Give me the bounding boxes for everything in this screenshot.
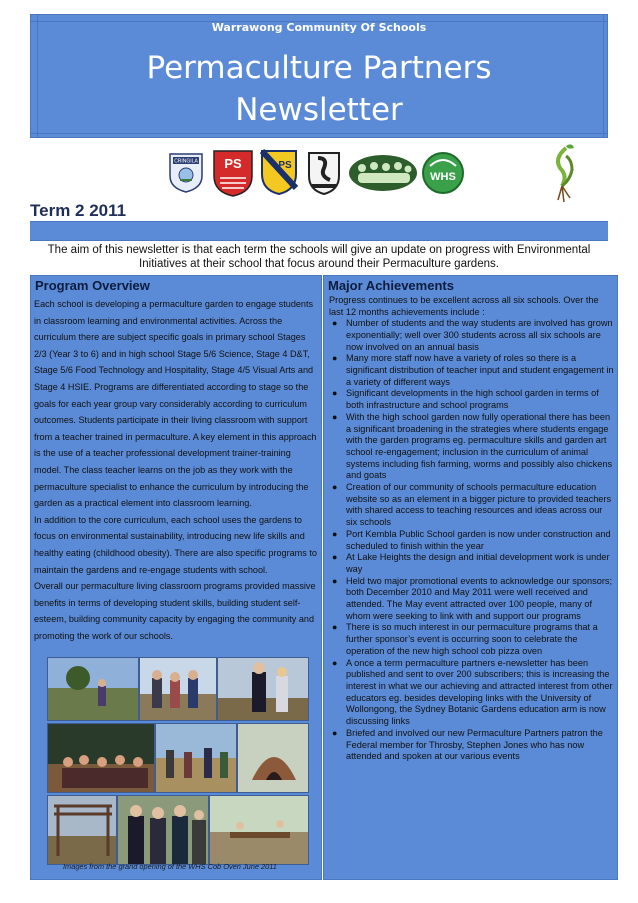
gardeners-logo [348, 154, 418, 192]
bullet-icon: ● [332, 657, 338, 668]
divider-bar [30, 221, 608, 241]
photo-outdoor-gathering [155, 723, 237, 793]
photo-caption: Images from the grand opening of the WHS Cob Oven June 2011 [63, 862, 277, 871]
bullet-icon: ● [332, 353, 338, 364]
photo-officials [117, 795, 209, 865]
photo-visitors [139, 657, 217, 721]
bullet-icon: ● [332, 528, 338, 539]
cringila-logo-text: CRINGILA [174, 158, 198, 165]
photo-garden-table [209, 795, 309, 865]
list-item: ● Significant developments in the high school garden in terms of both infrastructure and school programs [332, 388, 599, 411]
bullet-icon: ● [332, 388, 338, 399]
program-overview-heading: Program Overview [35, 278, 150, 293]
overview-paragraph: Each school is developing a permaculture garden to engage students in classroom learning and environmental activities. Across the curriculum there are subject specific goals in primary school Stages 2/3 (Year 3 to 6) and in high school Stage 5/6 Science, Stage 4 D&T, Stage 5/6 Food Technology and Hospitality, Stage 4/5 Visual Arts and Stage 4 HSIE. Programs are differentiated according to stage so the goals for each year group vary considerably according to curriculum outcomes. Students participate in their living classroom with support from a teacher trained in permaculture. A key element in this approach is the use of a teacher professional development trainer-training model. The class teacher learns on the job as they work with the permaculture specialist to enhance the curriculum by introducing the garden as a practical element into classroom learning. [34, 299, 317, 509]
bullet-icon: ● [332, 622, 338, 633]
major-achievements-column [323, 275, 618, 880]
photo-garden-group [47, 657, 139, 721]
overview-paragraph: In addition to the core curriculum, each school uses the gardens to focus on environmental sustainability, introducing new life skills and healthy eating (childhood obesity). There are also specific programs to maintain the gardens and re-engage students with school. [34, 514, 317, 575]
list-item: ● Many more staff now have a variety of roles so there is a significant distribution of teacher input and student engagement in a variety of different ways [332, 353, 614, 387]
list-item: ● Number of students and the way students are involved has grown exponentially; well over 300 students across all six schools are now involved on an annual basis [332, 318, 613, 352]
photo-collage [47, 657, 309, 865]
bullet-icon: ● [332, 552, 338, 563]
list-item: ● Held two major promotional events to acknowledge our sponsors; both December 2010 and May 2011 were well received and attended. The May event attracted over 100 people, many of whom were seeking to link with and support our programs [332, 575, 613, 621]
list-item: ● A once a term permaculture partners e-newsletter has been published and sent to over 200 subscribers; this is increasing the interest in what we our achieving and attracted interest from other educators eg. besides developing links with the University of Wollongong, the Sydney Botanic Gardens education arm is now discussing links [332, 657, 613, 727]
list-item: ● There is so much interest in our permaculture programs that a further sponsor’s event is occurring soon to celebrate the operation of the new high school cob pizza oven [332, 622, 598, 656]
bullet-icon: ● [332, 318, 338, 329]
warrawong-ps-logo [306, 150, 342, 196]
program-overview-body [31, 294, 321, 646]
photo-crowd-under-trees [47, 723, 155, 793]
title-line-2: Newsletter [235, 92, 403, 128]
cringila-logo [168, 150, 204, 194]
photo-pergola [47, 795, 117, 865]
list-item: ● With the high school garden now fully operational there has been a significant broadening in the strategies where students engage with the garden programs eg. permaculture skills and garden art school re-engagement; inclusion in the curriculum of animal systems including fish farming, worms and possibly also chickens and goats [332, 411, 613, 481]
photo-cob-oven [237, 723, 309, 793]
whs-logo [422, 150, 464, 196]
lake-heights-logo-text: PS [278, 160, 292, 171]
achievements-list [324, 318, 617, 763]
bullet-icon: ● [332, 482, 338, 493]
title-line-1: Permaculture Partners [146, 50, 492, 86]
lake-heights-logo [260, 148, 298, 196]
photo-speaker [217, 657, 309, 721]
bullet-icon: ● [332, 727, 338, 738]
port-kembla-logo-text: PS [224, 156, 242, 171]
term-heading: Term 2 2011 [30, 201, 127, 220]
list-item: ● Creation of our community of schools permaculture education website so as an element in a bigger picture to provided teachers with shared access to teaching resources and ideas across our six schools [332, 482, 612, 528]
major-achievements-heading: Major Achievements [328, 278, 454, 293]
port-kembla-logo [212, 148, 254, 198]
bullet-icon: ● [332, 411, 338, 422]
list-item: ● Briefed and involved our new Permaculture Partners patron the Federal member for Throsby, Stephen Jones who has now attended and spoken at our various events [332, 727, 603, 762]
program-overview-column [30, 275, 322, 880]
newsletter-aim: The aim of this newsletter is that each term the schools will give an update on progress with Environmental Initiatives at their school that focus around their Permaculture gardens. [47, 244, 591, 270]
achievements-intro: Progress continues to be excellent across all six schools. Over the last 12 months achievements include : [329, 295, 599, 317]
permaculture-partners-logo [550, 140, 582, 206]
list-item: ● Port Kembla Public School garden is now under construction and scheduled to finish within the year [332, 528, 611, 551]
organisation-name: Warrawong Community Of Schools [211, 21, 427, 34]
masthead-banner [30, 14, 608, 138]
school-logos-row [160, 146, 590, 208]
newsletter-title [31, 47, 607, 131]
bullet-icon: ● [332, 575, 338, 586]
list-item: ● At Lake Heights the design and initial development work is under way [332, 552, 610, 574]
overview-paragraph: Overall our permaculture living classroom programs provided massive benefits in terms of developing student skills, building student self-esteem, building community capacity by engaging the community and promoting the work of our schools. [34, 581, 316, 641]
whs-logo-text: WHS [430, 171, 456, 183]
